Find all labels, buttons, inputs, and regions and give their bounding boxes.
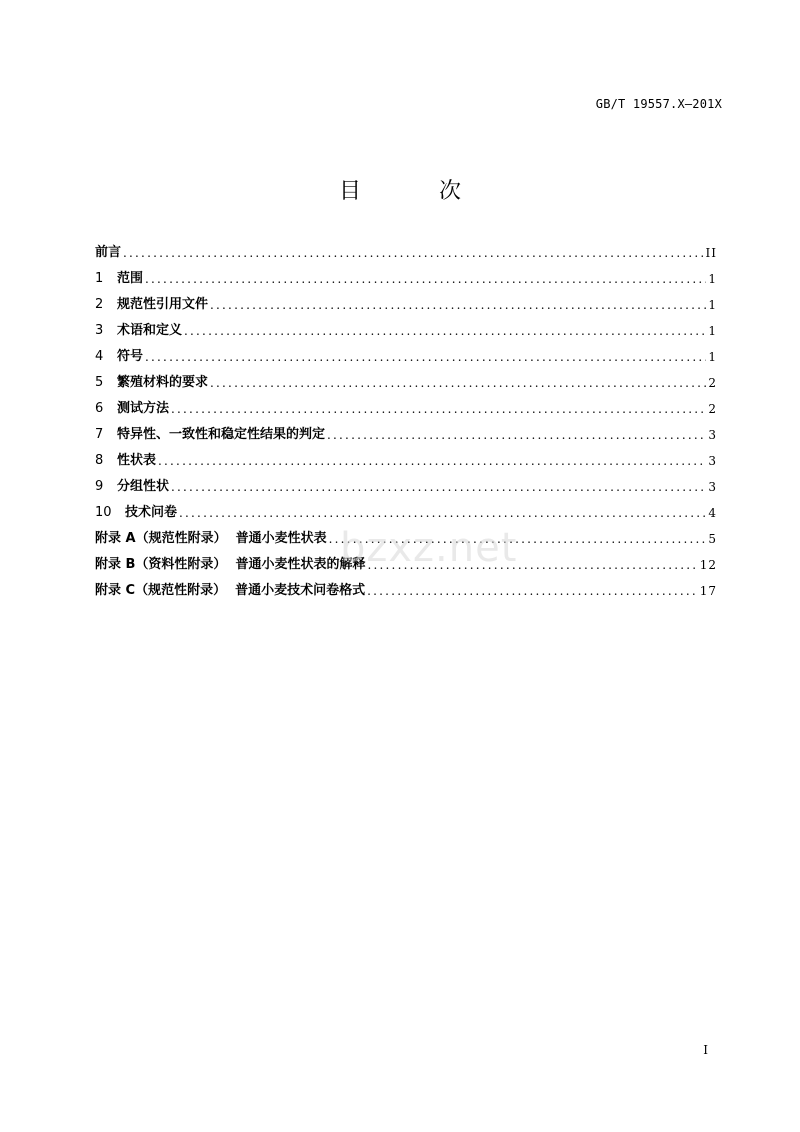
toc-leader-dots	[145, 266, 706, 292]
toc-entry-propagation-material[interactable]	[95, 370, 717, 396]
toc-leader-dots	[179, 500, 706, 526]
toc-entry-number: 2	[95, 297, 104, 312]
toc-entry-number: 9	[95, 479, 104, 494]
toc-entry-number: 5	[95, 375, 104, 390]
toc-entry-page: 1	[708, 272, 717, 286]
toc-entry-label: 繁殖材料的要求	[117, 375, 209, 390]
toc-leader-dots	[123, 240, 704, 266]
toc-entry-dus-assessment[interactable]	[95, 422, 717, 448]
toc-entry-number: 10	[95, 505, 112, 520]
table-of-contents	[95, 240, 717, 604]
toc-entry-page: 17	[699, 584, 717, 598]
toc-entry-page: 1	[708, 350, 717, 364]
toc-entry-page: 4	[708, 506, 717, 520]
toc-entry-number: 3	[95, 323, 104, 338]
toc-leader-dots	[327, 422, 706, 448]
toc-entry-label: 附录 C（规范性附录） 普通小麦技术问卷格式	[95, 583, 366, 598]
toc-entry-normative-references[interactable]	[95, 292, 717, 318]
toc-leader-dots	[367, 578, 698, 604]
toc-entry-page: II	[705, 246, 717, 260]
toc-entry-number: 7	[95, 427, 104, 442]
watermark: bzxz.net	[340, 525, 518, 571]
toc-entry-page: 3	[708, 454, 717, 468]
toc-entry-label: 附录 A（规范性附录） 普通小麦性状表	[95, 531, 327, 546]
toc-entry-number: 8	[95, 453, 104, 468]
toc-entry-label: 特异性、一致性和稳定性结果的判定	[117, 427, 326, 442]
toc-entry-number: 1	[95, 271, 104, 286]
toc-leader-dots	[210, 292, 706, 318]
toc-entry-page: 12	[699, 558, 717, 572]
toc-entry-grouping-characteristics[interactable]	[95, 474, 717, 500]
toc-leader-dots	[329, 526, 707, 552]
toc-entry-characteristics-table[interactable]	[95, 448, 717, 474]
toc-entry-number: 4	[95, 349, 104, 364]
toc-entry-label: 规范性引用文件	[117, 297, 209, 312]
toc-entry-annex-b[interactable]	[95, 552, 717, 578]
toc-leader-dots	[171, 474, 706, 500]
toc-entry-number: 6	[95, 401, 104, 416]
toc-entry-label: 技术问卷	[125, 505, 178, 520]
toc-entry-foreword[interactable]	[95, 240, 717, 266]
toc-entry-scope[interactable]	[95, 266, 717, 292]
toc-entry-technical-questionnaire[interactable]	[95, 500, 717, 526]
standard-code: GB/T 19557.X—201X	[595, 97, 722, 111]
toc-entry-page: 3	[708, 428, 717, 442]
toc-entry-label: 范围	[117, 271, 144, 286]
toc-entry-label: 术语和定义	[117, 323, 183, 338]
toc-title	[0, 174, 800, 205]
toc-entry-label: 测试方法	[117, 401, 170, 416]
toc-entry-annex-c[interactable]	[95, 578, 717, 604]
toc-title-char-2: 次	[439, 179, 462, 204]
toc-entry-label: 分组性状	[117, 479, 170, 494]
toc-entry-test-methods[interactable]	[95, 396, 717, 422]
toc-entry-symbols[interactable]	[95, 344, 717, 370]
toc-leader-dots	[158, 448, 706, 474]
toc-title-char-1: 目	[338, 179, 361, 204]
toc-leader-dots	[210, 370, 706, 396]
toc-entry-label: 性状表	[117, 453, 157, 468]
toc-leader-dots	[171, 396, 706, 422]
toc-leader-dots	[145, 344, 706, 370]
toc-leader-dots	[368, 552, 698, 578]
toc-entry-page: 2	[708, 376, 717, 390]
toc-entry-page: 1	[708, 324, 717, 338]
toc-entry-terms-definitions[interactable]	[95, 318, 717, 344]
toc-entry-page: 1	[708, 298, 717, 312]
toc-entry-label: 符号	[117, 349, 144, 364]
toc-entry-page: 5	[708, 532, 717, 546]
page-number: I	[703, 1043, 708, 1057]
toc-entry-annex-a[interactable]	[95, 526, 717, 552]
toc-entry-label: 附录 B（资料性附录） 普通小麦性状表的解释	[95, 557, 366, 572]
toc-entry-page: 3	[708, 480, 717, 494]
toc-entry-page: 2	[708, 402, 717, 416]
toc-entry-label: 前言	[95, 245, 122, 260]
toc-leader-dots	[184, 318, 706, 344]
